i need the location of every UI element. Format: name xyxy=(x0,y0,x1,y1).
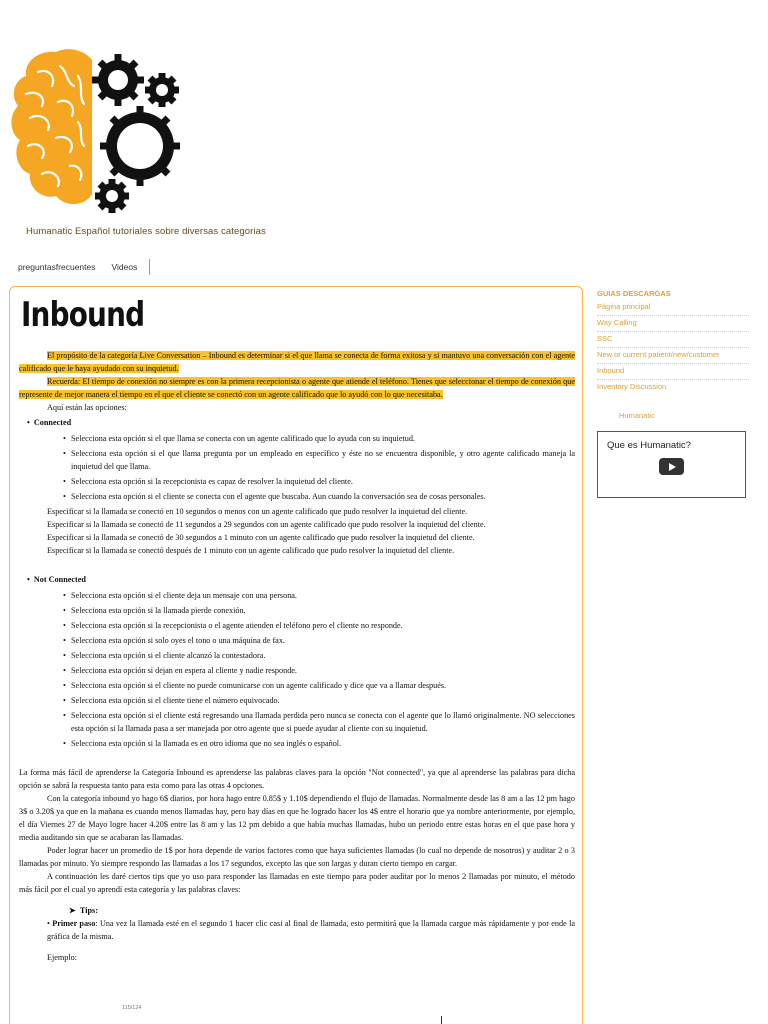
sidebar-link-inbound[interactable]: Inbound xyxy=(597,364,749,380)
post-card xyxy=(9,286,583,1024)
sidebar-sub-label: Humanatic xyxy=(619,411,655,420)
tips-heading: ➤ Tips: xyxy=(69,906,98,915)
intro-paragraph-1: El propósito de la categoría Live Conversation – Inbound es determinar si el que llama se conecta de forma exitosa y si mantuvo una conversación con el agente calificado que le haya ayudado con su inquietud. xyxy=(19,351,575,373)
spec-line: Especificar si la llamada se conectó de 30 segundos a 1 minuto con un agente calificado que pudo resolver la inquietud del cliente. xyxy=(47,533,475,542)
options-intro: Aquí están las opciones: xyxy=(47,403,127,412)
page-number: 115/124 xyxy=(122,1005,142,1011)
body-paragraph-2: Con la categoría inbound yo hago 6$ diarios, por hora hago entre 0.85$ y 1.10$ dependiendo el flujo de llamadas. Normalmente desde las 8 am a las 12 pm hago 3$ o 3.20$ ya que en la mañana es cuando menos llamadas hay, pero hay días en que he logrado hacer los 4$ entre el horario que ya nombre anteriormente, por ejemplo, el día Viernes 27 de Mayo logre hacer 4.20$ entre las 8 am y las 12 pm debido a que había muchas llamadas, hubo un periodo entre estas horas en el que pase hora y media auditando sin que se acabaran las llamadas. xyxy=(19,794,575,842)
list-item: • Selecciona esta opción si la recepcionista es capaz de resolver la inquietud del cliente. xyxy=(63,475,575,488)
connected-label: • Connected xyxy=(27,416,575,429)
connected-specs xyxy=(19,505,575,557)
top-nav xyxy=(18,258,150,276)
spec-line: Especificar si la llamada se conectó después de 1 minuto con un agente calificado que pudo resolver la inquietud del cliente. xyxy=(47,546,455,555)
arrow-right-icon: ➤ xyxy=(69,906,76,915)
nav-link-videos[interactable]: Videos xyxy=(111,262,138,272)
nav-divider xyxy=(149,259,150,275)
tip-first-step: • Primer paso: Una vez la llamada esté en el segundo 1 hacer clic casi al final de llamada, esto permitirá que la llamada cargue más rápidamente y por ende la gráfica de la misma. xyxy=(47,919,575,941)
sidebar-link-inventory[interactable]: Inventory Discussion xyxy=(597,382,667,391)
text-cursor xyxy=(441,1016,442,1024)
list-item: • Selecciona esta opción si el cliente tiene el número equivocado. xyxy=(63,694,575,707)
list-item: • Selecciona esta opción si dejan en espera al cliente y nadie responde. xyxy=(63,664,575,677)
list-item: • Selecciona esta opción si solo oyes el tono o una máquina de fax. xyxy=(63,634,575,647)
sidebar-link-new-patient[interactable]: New or current patient/new/customer xyxy=(597,348,749,364)
list-item: • Selecciona esta opción si el cliente está regresando una llamada perdida pero nunca se conecta con el agente que lo llamó originalmente. NO selecciones esta opción si la llamada pasa a ser manejada por otro agente que si puede ayudar al cliente con su inquietud. xyxy=(63,709,575,735)
list-item: • Selecciona esta opción si el cliente deja un mensaje con una persona. xyxy=(63,589,575,602)
example-label: Ejemplo: xyxy=(47,953,78,962)
spec-line: Especificar si la llamada se conectó en 10 segundos o menos con un agente calificado que pudo resolver la inquietud del cliente. xyxy=(47,507,468,516)
post-title: Inbound xyxy=(21,295,145,335)
body-paragraph-4: A continuación les daré ciertos tips que yo uso para responder las llamadas en este tiempo para poder auditar por lo menos 2 llamadas por minuto, el método más fácil por el cual yo aprendí esta categoría y las palabras claves: xyxy=(19,872,575,894)
list-item: • Selecciona esta opción si el que llama pregunta por un empleado en específico y éste no se encuentra disponible, y otro agente calificado maneja la inquietud del que llama. xyxy=(63,447,575,473)
intro-paragraph-2: Recuerda: El tiempo de conexión no siempre es con la primera recepcionista o agente que atiende el teléfono. Tienes que seleccionar el tiempo de conexión que represente de mejor manera el tiempo en el que el cliente se conectó con un agente calificado que lo ayudó con lo que necesitaba. xyxy=(19,377,575,399)
list-item: • Selecciona esta opción si la llamada es en otro idioma que no sea inglés o español. xyxy=(63,737,575,750)
list-item: • Selecciona esta opción si el cliente no puede comunicarse con un agente calificado y dice que va a llamar después. xyxy=(63,679,575,692)
sidebar-heading: GUIAS DESCARGAS xyxy=(597,289,671,298)
site-tagline: Humanatic Español tutoriales sobre diversas categorias xyxy=(26,226,266,237)
list-item: • Selecciona esta opción si el que llama se conecta con un agente calificado que lo ayuda con su inquietud. xyxy=(63,432,575,445)
sidebar-link-way-calling[interactable]: Way Calling xyxy=(597,316,749,332)
video-widget[interactable] xyxy=(597,431,746,498)
body-paragraph-3: Poder lograr hacer un promedio de 1$ por hora depende de varios factores como que haya suficientes llamadas (lo cual no depende de nosotros) y auditar 2 o 3 llamadas por minuto. Yo siempre respondo las llamadas a los 17 segundos, excepto las que son largas y duran cierto tiempo en cargar. xyxy=(19,846,575,868)
sidebar-link-ssc[interactable]: SSC xyxy=(597,332,749,348)
list-item: • Selecciona esta opción si el cliente alcanzó la contestadora. xyxy=(63,649,575,662)
spec-line: Especificar si la llamada se conectó de 11 segundos a 29 segundos con un agente calificado que pudo resolver la inquietud del cliente. xyxy=(47,520,486,529)
list-item: • Selecciona esta opción si el cliente se conecta con el agente que buscaba. Aun cuando la conversación sea de cosas personales. xyxy=(63,490,575,503)
post-body xyxy=(19,349,575,964)
not-connected-list xyxy=(63,589,575,750)
play-icon[interactable] xyxy=(659,458,684,475)
sidebar xyxy=(597,288,749,420)
not-connected-label: • Not Connected xyxy=(27,573,575,586)
body-paragraph-1: La forma más fácil de aprenderse la Categoría Inbound es aprenderse las palabras claves para la opción "Not connected", ya que al aprenderse las palabras para dicha opción se sabrá la respuesta tanto para esta como para las otras 4 opciones. xyxy=(19,768,575,790)
video-title: Que es Humanatic? xyxy=(607,440,691,451)
sidebar-link-pagina-principal[interactable]: Página principal xyxy=(597,300,749,316)
connected-list xyxy=(63,432,575,503)
nav-link-preguntas[interactable]: preguntasfrecuentes xyxy=(18,262,96,272)
brain-gears-logo[interactable] xyxy=(8,46,184,218)
list-item: • Selecciona esta opción si la recepcionista o el agente atienden el teléfono pero el cliente no responde. xyxy=(63,619,575,632)
list-item: • Selecciona esta opción si la llamada pierde conexión. xyxy=(63,604,575,617)
